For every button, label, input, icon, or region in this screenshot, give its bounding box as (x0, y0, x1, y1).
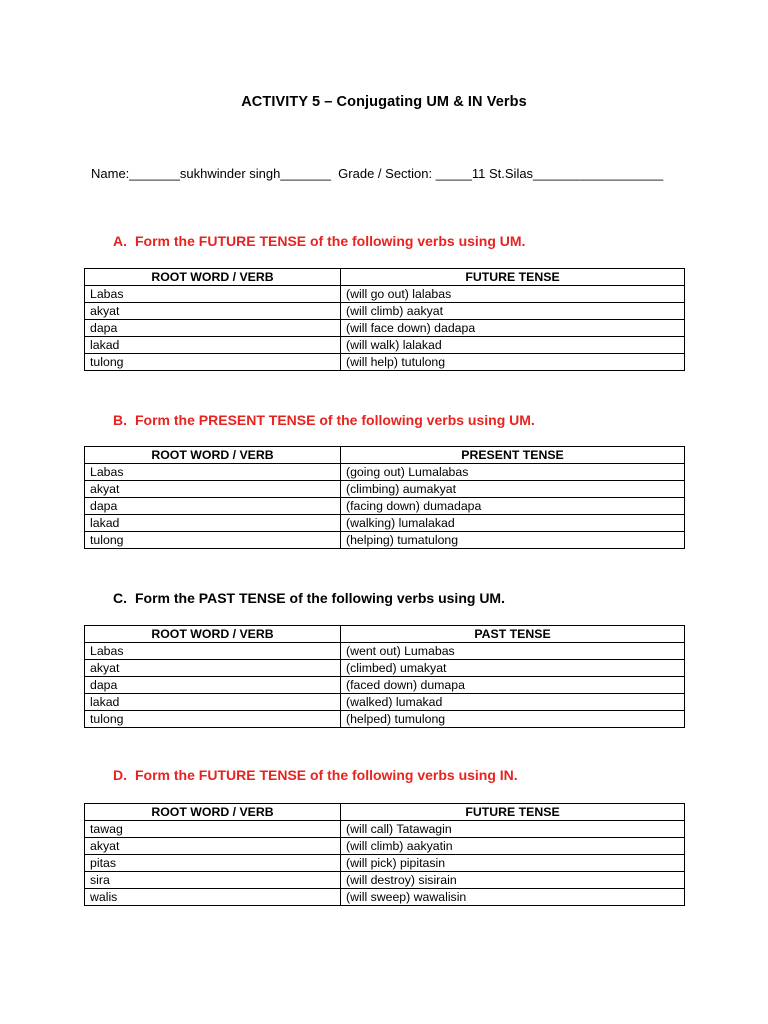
table-row (85, 872, 685, 889)
conjugation-cell: (climbing) aumakyat (341, 481, 685, 498)
section-d-table (84, 803, 685, 906)
column-header-root-word: ROOT WORD / VERB (85, 804, 341, 821)
page-title: ACTIVITY 5 – Conjugating UM & IN Verbs (241, 94, 527, 110)
column-header-tense: PRESENT TENSE (341, 447, 685, 464)
root-word-cell: lakad (85, 515, 341, 532)
table-row (85, 855, 685, 872)
table-row (85, 337, 685, 354)
root-word-cell: dapa (85, 677, 341, 694)
root-word-cell: sira (85, 872, 341, 889)
conjugation-cell: (will face down) dadapa (341, 320, 685, 337)
table-header-row (85, 447, 685, 464)
column-header-tense: PAST TENSE (341, 626, 685, 643)
table-row (85, 498, 685, 515)
section-b-heading (113, 412, 535, 428)
column-header-tense: FUTURE TENSE (341, 269, 685, 286)
conjugation-cell: (helping) tumatulong (341, 532, 685, 549)
table-row (85, 821, 685, 838)
section-c-table (84, 625, 685, 728)
conjugation-cell: (walking) lumalakad (341, 515, 685, 532)
section-a-table (84, 268, 685, 371)
root-word-cell: akyat (85, 481, 341, 498)
root-word-cell: pitas (85, 855, 341, 872)
section-b-table (84, 446, 685, 549)
table-row (85, 694, 685, 711)
table-row (85, 643, 685, 660)
root-word-cell: akyat (85, 303, 341, 320)
root-word-cell: akyat (85, 660, 341, 677)
conjugation-cell: (walked) lumakad (341, 694, 685, 711)
root-word-cell: lakad (85, 694, 341, 711)
root-word-cell: tawag (85, 821, 341, 838)
section-letter: D. (113, 767, 127, 783)
section-heading-text: Form the PAST TENSE of the following verbs using UM. (135, 590, 505, 606)
conjugation-cell: (climbed) umakyat (341, 660, 685, 677)
table-row (85, 303, 685, 320)
table-row (85, 532, 685, 549)
conjugation-cell: (faced down) dumapa (341, 677, 685, 694)
root-word-cell: dapa (85, 498, 341, 515)
table-row (85, 515, 685, 532)
conjugation-cell: (will pick) pipitasin (341, 855, 685, 872)
root-word-cell: Labas (85, 643, 341, 660)
conjugation-cell: (will sweep) wawalisin (341, 889, 685, 906)
column-header-root-word: ROOT WORD / VERB (85, 269, 341, 286)
section-heading-text: Form the FUTURE TENSE of the following verbs using IN. (135, 767, 518, 783)
table-row (85, 464, 685, 481)
root-word-cell: walis (85, 889, 341, 906)
table-row (85, 481, 685, 498)
conjugation-cell: (will destroy) sisirain (341, 872, 685, 889)
section-d-heading (113, 767, 518, 783)
root-word-cell: Labas (85, 464, 341, 481)
root-word-cell: lakad (85, 337, 341, 354)
conjugation-cell: (will call) Tatawagin (341, 821, 685, 838)
table-row (85, 711, 685, 728)
conjugation-cell: (will help) tutulong (341, 354, 685, 371)
section-heading-text: Form the PRESENT TENSE of the following verbs using UM. (135, 412, 535, 428)
root-word-cell: tulong (85, 532, 341, 549)
section-letter: C. (113, 590, 127, 606)
section-letter: B. (113, 412, 127, 428)
table-row (85, 889, 685, 906)
conjugation-cell: (will climb) aakyat (341, 303, 685, 320)
root-word-cell: tulong (85, 354, 341, 371)
column-header-root-word: ROOT WORD / VERB (85, 447, 341, 464)
conjugation-cell: (went out) Lumabas (341, 643, 685, 660)
conjugation-cell: (facing down) dumadapa (341, 498, 685, 515)
conjugation-cell: (going out) Lumalabas (341, 464, 685, 481)
section-letter: A. (113, 233, 127, 249)
column-header-tense: FUTURE TENSE (341, 804, 685, 821)
table-header-row (85, 804, 685, 821)
table-row (85, 286, 685, 303)
column-header-root-word: ROOT WORD / VERB (85, 626, 341, 643)
table-row (85, 354, 685, 371)
conjugation-cell: (helped) tumulong (341, 711, 685, 728)
table-header-row (85, 269, 685, 286)
table-row (85, 660, 685, 677)
conjugation-cell: (will walk) lalakad (341, 337, 685, 354)
section-heading-text: Form the FUTURE TENSE of the following verbs using UM. (135, 233, 526, 249)
section-a-heading (113, 233, 525, 249)
table-row (85, 838, 685, 855)
root-word-cell: dapa (85, 320, 341, 337)
conjugation-cell: (will climb) aakyatin (341, 838, 685, 855)
root-word-cell: Labas (85, 286, 341, 303)
student-info-line: Name:_______sukhwinder singh_______ Grade / Section: _____11 St.Silas__________________ (91, 166, 664, 181)
table-row (85, 677, 685, 694)
table-header-row (85, 626, 685, 643)
table-row (85, 320, 685, 337)
root-word-cell: tulong (85, 711, 341, 728)
section-c-heading (113, 590, 505, 606)
conjugation-cell: (will go out) lalabas (341, 286, 685, 303)
root-word-cell: akyat (85, 838, 341, 855)
